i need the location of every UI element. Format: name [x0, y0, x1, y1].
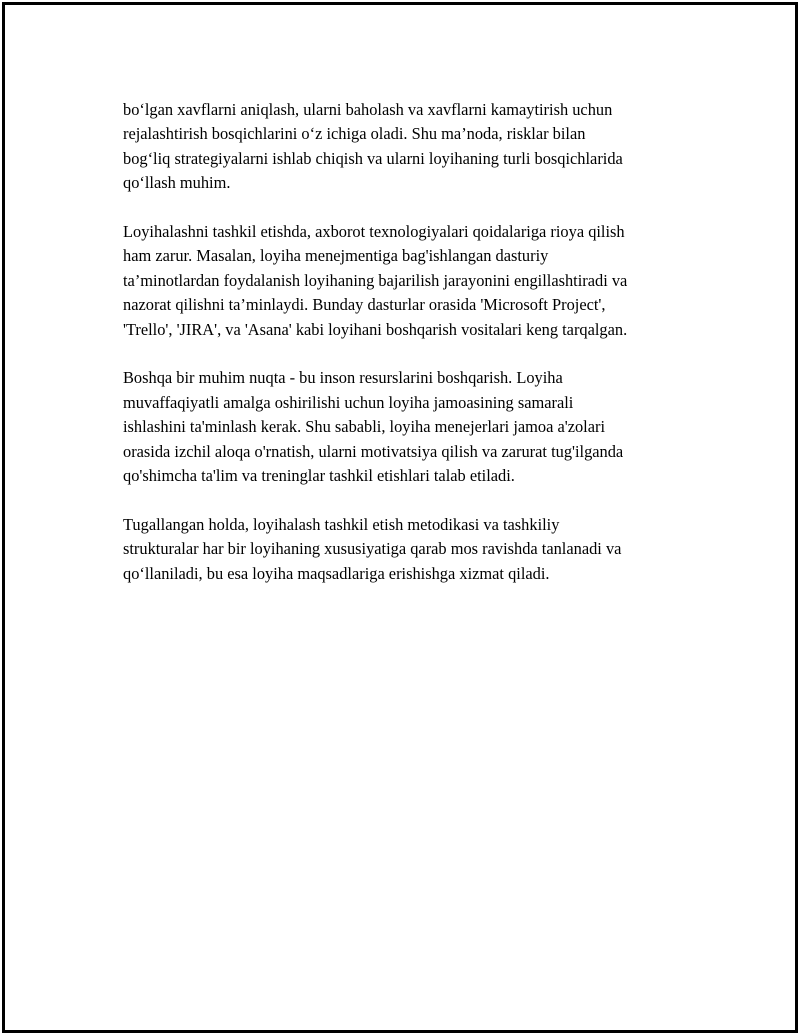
paragraph-it-tools: Loyihalashni tashkil etishda, axborot texnologiyalari qoidalariga rioya qilish ham zarur. Masalan, loyiha menejmentiga bag'ishlangan dasturiy ta’minotlardan foydalanish loyihaning bajarilish jarayonini engillashtiradi va nazorat qilishni ta’minlaydi. Bunday dasturlar orasida 'Microsoft Project', 'Trello', 'JIRA', va 'Asana' kabi loyihani boshqarish vositalari keng tarqalgan. [123, 222, 628, 339]
paragraph-conclusion: Tugallangan holda, loyihalash tashkil etish metodikasi va tashkiliy strukturalar har bir loyihaning xususiyatiga qarab mos ravishda tanlanadi va qo‘llaniladi, bu esa loyiha maqsadlariga erishishga xizmat qiladi. [123, 514, 622, 583]
paragraph-human-resources: Boshqa bir muhim nuqta - bu inson resurslarini boshqarish. Loyiha muvaffaqiyatli amalga oshirilishi uchun loyiha jamoasining samarali ishlashini ta'minlash kerak. Shu sababli, loyiha menejerlari jamoa a'zolari orasida izchil aloqa o'rnatish, ularni motivatsiya qilish va zarurat tug'ilganda qo'shimcha ta'lim va treninglar tashkil etishlari talab etiladi. [123, 368, 624, 486]
page-body [123, 98, 723, 610]
page-frame [2, 2, 798, 1033]
paragraph-risk-management: bo‘lgan xavflarni aniqlash, ularni baholash va xavflarni kamaytirish uchun rejalashtirish bosqichlarini o‘z ichiga oladi. Shu ma’noda, risklar bilan bog‘liq strategiyalarni ishlab chiqish va ularni loyihaning turli bosqichlarida qo‘llash muhim. [123, 100, 623, 193]
